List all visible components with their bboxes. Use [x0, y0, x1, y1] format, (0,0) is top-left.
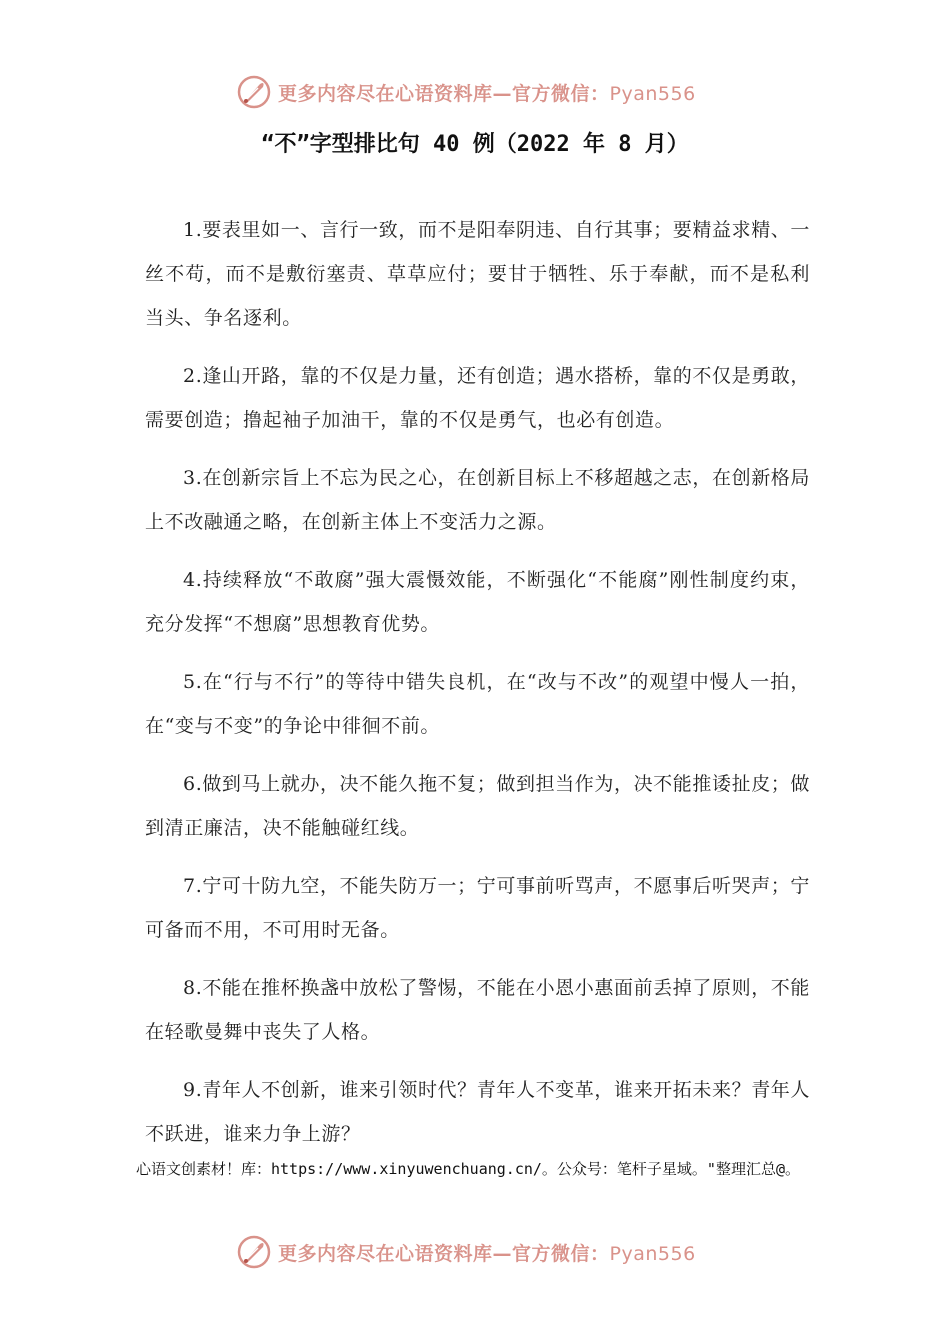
paragraph: 5.在“行与不行”的等待中错失良机，在“改与不改”的观望中慢人一拍，在“变与不变”的争论中徘徊不前。 [145, 671, 810, 737]
paragraph: 6.做到马上就办，决不能久拖不复；做到担当作为，决不能推诿扯皮；做到清正廉洁，决不能触碰红线。 [145, 773, 810, 839]
document-body [145, 208, 810, 1170]
paragraph: 4.持续释放“不敢腐”强大震慑效能，不断强化“不能腐”刚性制度约束，充分发挥“不想腐”思想教育优势。 [145, 569, 810, 635]
banner-text: 更多内容尽在心语资料库—官方微信：Pyan556 [278, 82, 696, 105]
footer-banner [236, 1232, 736, 1272]
paragraph: 9.青年人不创新，谁来引领时代？青年人不变革，谁来开拓未来？青年人不跃进，谁来力争上游？ [145, 1079, 810, 1145]
paragraph: 3.在创新宗旨上不忘为民之心，在创新目标上不移超越之志，在创新格局上不改融通之略，在创新主体上不变活力之源。 [145, 467, 810, 533]
source-note: 心语文创素材！库：https://www.xinyuwenchuang.cn/。公众号：笔杆子星域。"整理汇总@。 [136, 1160, 800, 1178]
banner-text: 更多内容尽在心语资料库—官方微信：Pyan556 [278, 1242, 696, 1265]
paragraph: 8.不能在推杯换盏中放松了警惕，不能在小恩小惠面前丢掉了原则，不能在轻歌曼舞中丧失了人格。 [145, 977, 810, 1043]
paragraph: 1.要表里如一、言行一致，而不是阳奉阴违、自行其事；要精益求精、一丝不苟，而不是敷衍塞责、草草应付；要甘于牺牲、乐于奉献，而不是私利当头、争名逐利。 [145, 219, 810, 329]
paragraph: 2.逢山开路，靠的不仅是力量，还有创造；遇水搭桥，靠的不仅是勇敢，需要创造；撸起袖子加油干，靠的不仅是勇气，也必有创造。 [145, 365, 810, 431]
paragraph: 7.宁可十防九空，不能失防万一；宁可事前听骂声，不愿事后听哭声；宁可备而不用，不可用时无备。 [145, 875, 810, 941]
header-banner [236, 72, 736, 112]
quill-pen-logo-icon [236, 1234, 272, 1270]
document-title: “不”字型排比句 40 例（2022 年 8 月） [261, 132, 689, 157]
quill-pen-logo-icon [236, 74, 272, 110]
wechat-id: Pyan556 [609, 1242, 696, 1265]
wechat-id: Pyan556 [609, 82, 696, 105]
